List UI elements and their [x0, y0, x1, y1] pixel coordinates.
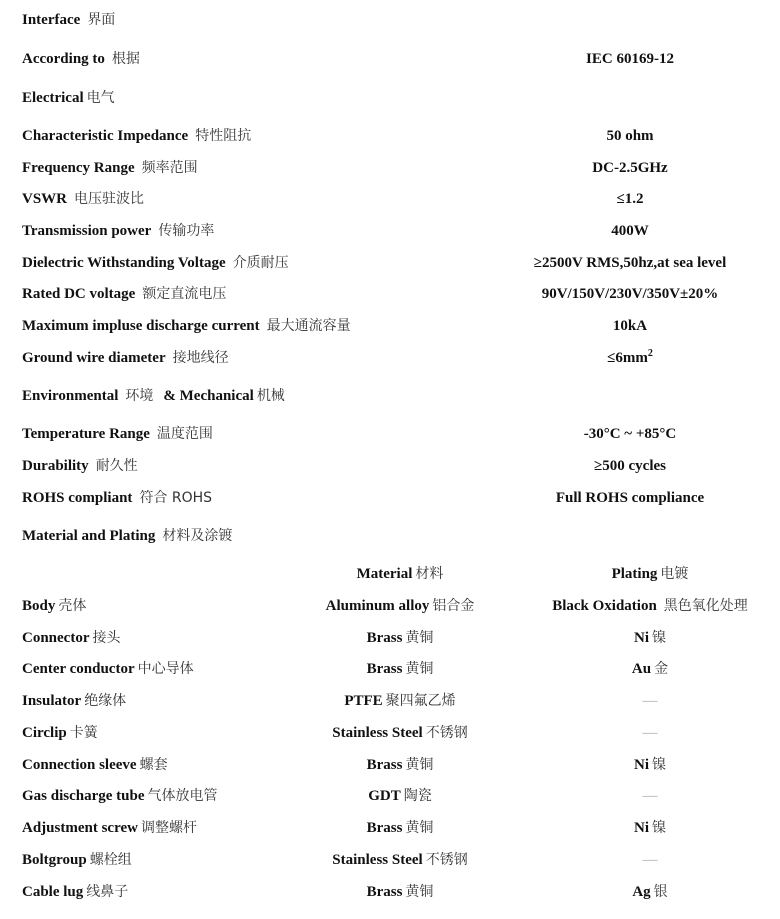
table-row [0, 880, 780, 904]
environmental-heading-zh: 环境 [125, 388, 154, 404]
mechanical-heading-en: & Mechanical [163, 388, 254, 404]
plating-en: Black Oxidation [552, 598, 657, 614]
spec-row-frequency [0, 156, 780, 180]
spec-value-superscript: 2 [647, 348, 653, 359]
spec-value: ≥2500V RMS,50hz,at sea level [533, 255, 727, 271]
part-name-zh: 壳体 [58, 598, 87, 614]
material-en: Brass [366, 884, 403, 900]
environmental-heading [0, 384, 780, 408]
electrical-heading-zh: 电气 [86, 90, 115, 106]
part-name-zh: 螺套 [139, 757, 168, 773]
table-row [0, 626, 780, 650]
spec-label-en: Maximum impluse discharge current [22, 318, 260, 334]
table-row [0, 753, 780, 777]
plating-zh: 镍 [652, 757, 666, 773]
table-row [0, 816, 780, 840]
material-zh: 不锈钢 [425, 852, 468, 868]
material-zh: 不锈钢 [425, 725, 468, 741]
spec-value-text: ≤6mm [607, 350, 648, 366]
part-name-zh: 气体放电管 [147, 788, 218, 804]
part-name-en: Connector [22, 630, 90, 646]
material-en: Stainless Steel [332, 725, 423, 741]
part-name-zh: 中心导体 [137, 661, 194, 677]
table-row [0, 657, 780, 681]
spec-row-impedance [0, 124, 780, 148]
table-row [0, 848, 780, 872]
according-label-en: According to [22, 51, 105, 67]
part-name-zh: 接头 [92, 630, 121, 646]
plating-en: Ni [634, 630, 649, 646]
material-zh: 黄铜 [405, 757, 434, 773]
spec-label-zh: 耐久性 [95, 458, 138, 474]
electrical-heading [0, 86, 780, 110]
part-name-en: Gas discharge tube [22, 788, 145, 804]
plating-none-dash: — [642, 852, 658, 868]
plating-en: Ni [634, 820, 649, 836]
plating-en: Au [631, 661, 652, 677]
spec-label-en: Ground wire diameter [22, 350, 166, 366]
spec-label-zh: 传输功率 [158, 223, 215, 239]
spec-row-ground [0, 346, 780, 370]
spec-label-en: Characteristic Impedance [22, 128, 189, 144]
plating-en: Ag [632, 884, 651, 900]
spec-label-zh: 特性阻抗 [195, 128, 252, 144]
spec-label-en: Temperature Range [22, 426, 150, 442]
material-en: PTFE [344, 693, 383, 709]
spec-row-rated-dc [0, 282, 780, 306]
material-heading [0, 524, 780, 548]
column-header-plating-en: Plating [611, 566, 658, 582]
part-name-en: Connection sleeve [22, 757, 137, 773]
column-header-plating [530, 562, 770, 586]
material-en: Brass [366, 757, 403, 773]
plating-zh: 镍 [652, 820, 666, 836]
spec-label-zh: 电压驻波比 [74, 191, 145, 207]
according-label-zh: 根据 [111, 51, 140, 67]
material-zh: 陶瓷 [403, 788, 432, 804]
part-name-en: Insulator [22, 693, 82, 709]
column-header-material-zh: 材料 [415, 566, 444, 582]
spec-label-en: Transmission power [22, 223, 152, 239]
part-name-en: Body [22, 598, 56, 614]
part-name-en: Adjustment screw [22, 820, 138, 836]
spec-value: 90V/150V/230V/350V±20% [541, 286, 719, 302]
part-name-zh: 螺栓组 [89, 852, 132, 868]
spec-row-dielectric [0, 251, 780, 275]
interface-label-en: Interface [22, 12, 81, 28]
material-heading-zh: 材料及涂镀 [162, 528, 233, 544]
part-name-zh: 卡簧 [69, 725, 98, 741]
table-row [0, 689, 780, 713]
spec-label-zh: 额定直流电压 [142, 286, 227, 302]
spec-label-zh: 接地线径 [172, 350, 229, 366]
plating-zh: 银 [653, 884, 668, 900]
spec-label-en: VSWR [22, 191, 68, 207]
material-zh: 聚四氟乙烯 [385, 693, 456, 709]
spec-row-discharge [0, 314, 780, 338]
spec-label-zh: 介质耐压 [232, 255, 289, 271]
according-row [0, 47, 780, 71]
column-header-material [300, 562, 500, 586]
spec-value: 400W [611, 223, 649, 239]
material-en: Stainless Steel [332, 852, 423, 868]
spec-label-zh: 符合 ROHS [139, 490, 213, 506]
material-zh: 黄铜 [405, 630, 434, 646]
spec-label-en: Frequency Range [22, 160, 135, 176]
interface-heading [0, 8, 780, 32]
spec-value: ≥500 cycles [594, 458, 666, 474]
table-row [0, 721, 780, 745]
spec-label-en: Dielectric Withstanding Voltage [22, 255, 226, 271]
spec-label-en: Durability [22, 458, 89, 474]
spec-row-rohs [0, 486, 780, 510]
material-en: Brass [366, 661, 403, 677]
part-name-en: Boltgroup [22, 852, 87, 868]
part-name-en: Center conductor [22, 661, 135, 677]
according-value: IEC 60169-12 [586, 51, 674, 67]
spec-label-zh: 最大通流容量 [266, 318, 351, 334]
table-row [0, 594, 780, 618]
material-zh: 黄铜 [405, 820, 434, 836]
mechanical-heading-zh: 机械 [256, 388, 285, 404]
spec-label-zh: 温度范围 [156, 426, 213, 442]
spec-value: DC-2.5GHz [592, 160, 668, 176]
plating-en: Ni [634, 757, 649, 773]
material-zh: 黄铜 [405, 884, 434, 900]
material-en: Aluminum alloy [325, 598, 430, 614]
spec-label-zh: 频率范围 [141, 160, 198, 176]
table-row [0, 784, 780, 808]
spec-value [480, 346, 780, 370]
part-name-zh: 绝缘体 [84, 693, 127, 709]
material-heading-en: Material and Plating [22, 528, 156, 544]
spec-label-en: ROHS compliant [22, 490, 133, 506]
spec-row-vswr [0, 187, 780, 211]
material-column-headers [0, 562, 780, 586]
part-name-zh: 线鼻子 [86, 884, 129, 900]
material-en: GDT [368, 788, 401, 804]
plating-zh: 镍 [652, 630, 666, 646]
spec-row-durability [0, 454, 780, 478]
material-zh: 铝合金 [432, 598, 475, 614]
electrical-heading-en: Electrical [22, 90, 84, 106]
part-name-en: Circlip [22, 725, 67, 741]
material-zh: 黄铜 [405, 661, 434, 677]
spec-label-en: Rated DC voltage [22, 286, 136, 302]
plating-none-dash: — [642, 788, 658, 804]
material-en: Brass [366, 630, 403, 646]
plating-zh: 金 [654, 661, 669, 677]
part-name-zh: 调整螺杆 [140, 820, 197, 836]
material-en: Brass [366, 820, 403, 836]
column-header-plating-zh: 电镀 [660, 566, 689, 582]
environmental-heading-en: Environmental [22, 388, 119, 404]
spec-value: 10kA [612, 318, 648, 334]
spec-row-power [0, 219, 780, 243]
part-name-en: Cable lug [22, 884, 84, 900]
plating-none-dash: — [642, 725, 658, 741]
spec-row-temperature [0, 422, 780, 446]
spec-value: 50 ohm [606, 128, 654, 144]
plating-zh: 黑色氧化处理 [663, 598, 748, 614]
spec-value: Full ROHS compliance [555, 490, 705, 506]
spec-value: ≤1.2 [616, 191, 644, 207]
interface-label-zh: 界面 [87, 12, 116, 28]
plating-none-dash: — [642, 693, 658, 709]
spec-value: -30°C ~ +85°C [583, 426, 677, 442]
column-header-material-en: Material [356, 566, 413, 582]
